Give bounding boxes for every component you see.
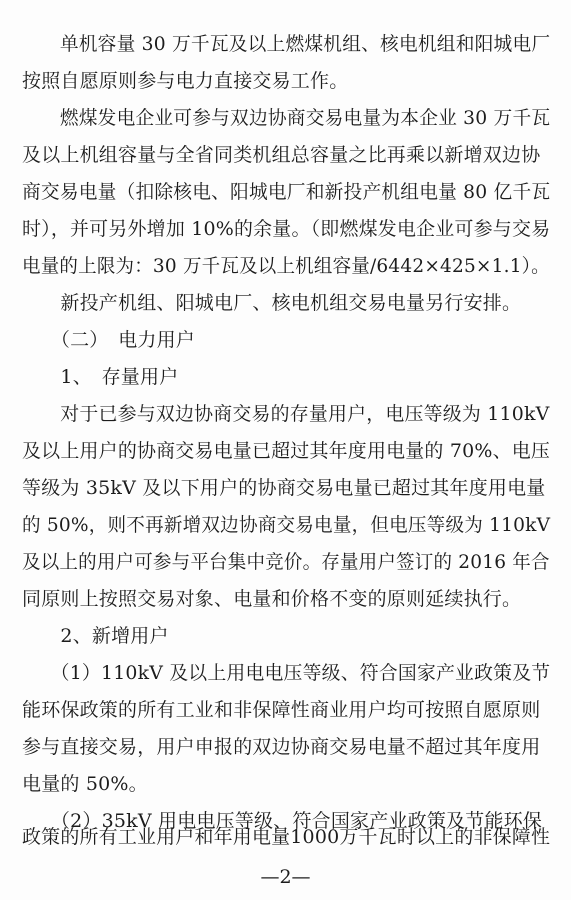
section-heading: （二） 电力用户: [22, 329, 196, 351]
paragraph-line: 新投产机组、阳城电厂、核电机组交易电量另行安排。: [22, 292, 522, 314]
page-number: —2—: [260, 866, 311, 888]
subsection-heading: 2、新增用户: [22, 625, 169, 647]
paragraph-line: 参与直接交易，用户申报的双边协商交易电量不超过其年度用: [22, 736, 541, 758]
paragraph-line: （2）35kV 用电电压等级、符合国家产业政策及节能环保: [22, 810, 543, 832]
paragraph-line: 电量的 50%。: [22, 773, 148, 795]
paragraph-line: 按照自愿原则参与电力直接交易工作。: [22, 70, 349, 92]
paragraph-line: 对于已参与双边协商交易的存量用户，电压等级为 110kV: [22, 403, 550, 425]
paragraph-line: 政策的所有工业用户和年用电量1000万千瓦时以上的非保障性: [22, 826, 551, 848]
paragraph-line: 及以上机组容量与全省同类机组总容量之比再乘以新增双边协: [22, 144, 541, 166]
paragraph-line: 单机容量 30 万千瓦及以上燃煤机组、核电机组和阳城电厂: [22, 33, 551, 55]
paragraph-line: 商交易电量（扣除核电、阳城电厂和新投产机组电量 80 亿千瓦: [22, 181, 551, 203]
paragraph-line: 燃煤发电企业可参与双边协商交易电量为本企业 30 万千瓦: [22, 107, 551, 129]
paragraph-line: 同原则上按照交易对象、电量和价格不变的原则延续执行。: [22, 588, 522, 610]
paragraph-line: （1）110kV 及以上用电电压等级、符合国家产业政策及节: [22, 662, 551, 684]
paragraph-line: 及以上用户的协商交易电量已超过其年度用电量的 70%、电压: [22, 440, 551, 462]
paragraph-line: 等级为 35kV 及以下用户的协商交易电量已超过其年度用电量: [22, 477, 546, 499]
paragraph-line: 电量的上限为：30 万千瓦及以上机组容量/6442×425×1.1）。: [22, 255, 550, 277]
paragraph-line: 的 50%，则不再新增双边协商交易电量，但电压等级为 110kV: [22, 514, 551, 536]
subsection-heading: 1、 存量用户: [22, 366, 179, 388]
paragraph-line: 时），并可另外增加 10%的余量。（即燃煤发电企业可参与交易: [22, 218, 551, 240]
paragraph-line: 及以上的用户可参与平台集中竞价。存量用户签订的 2016 年合: [22, 551, 550, 573]
paragraph-line: 能环保政策的所有工业和非保障性商业用户均可按照自愿原则: [22, 699, 541, 721]
